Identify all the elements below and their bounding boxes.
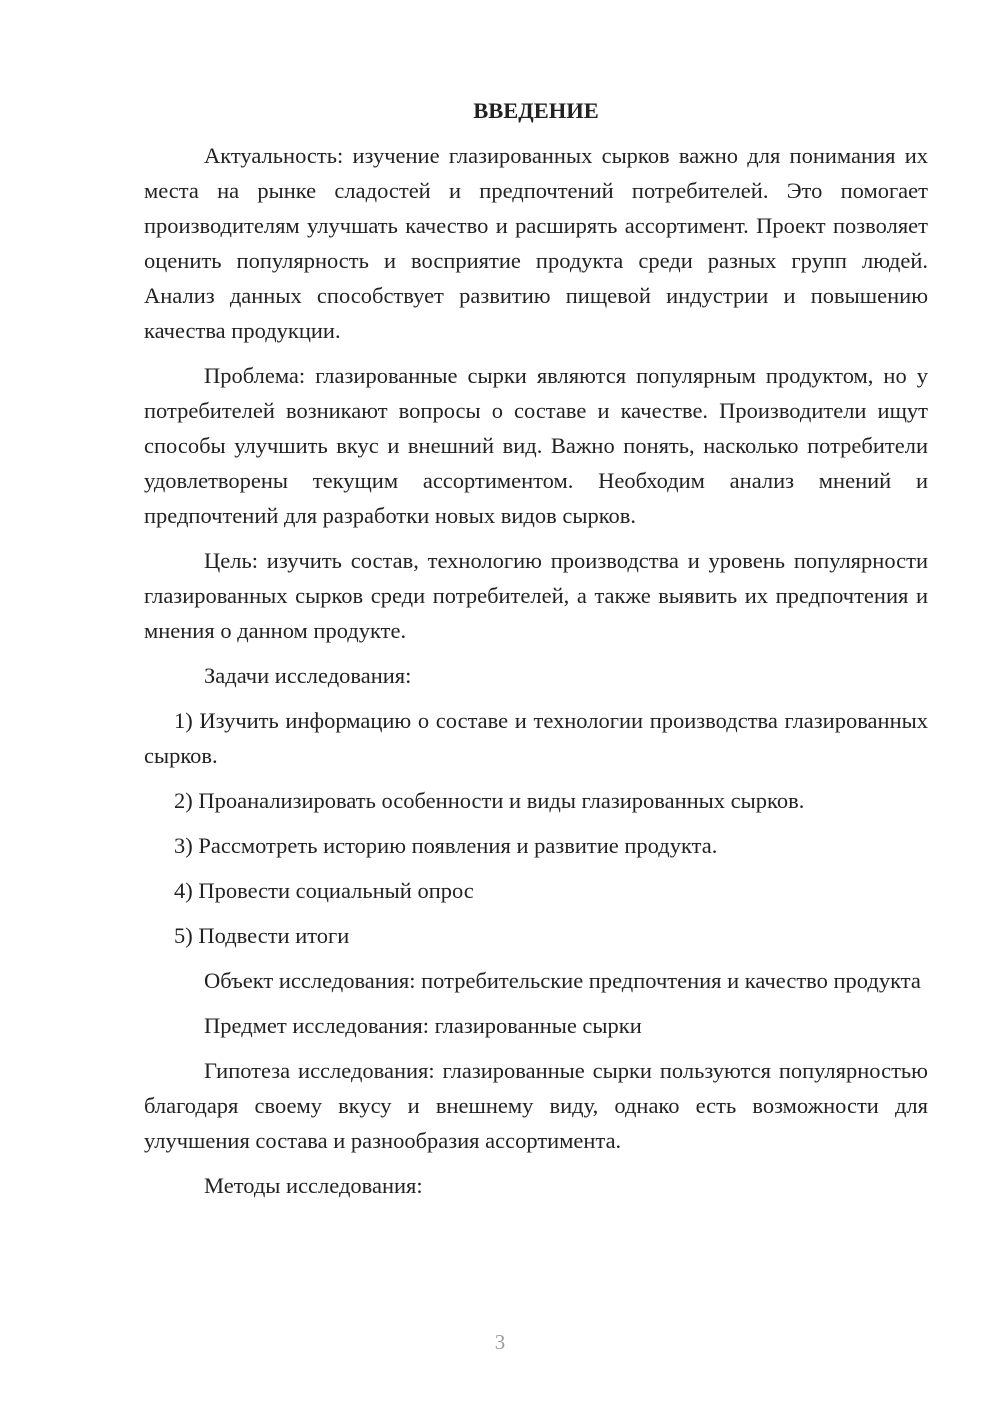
document-page (144, 92, 928, 1213)
paragraph-methods: Методы исследования: (204, 1173, 423, 1198)
paragraph-relevance: Актуальность: изучение глазированных сырков важно для понимания их места на рынке сладостей и предпочтений потребителей. Это помогает производителям улучшать качество и расширять ассортимент. Проект позволяет оценить популярность и восприятие продукта среди разных групп людей. Анализ данных способствует развитию пищевой индустрии и повышению качества продукции. (144, 143, 928, 343)
section-title: ВВЕДЕНИЕ (473, 98, 599, 123)
page-number: 3 (494, 1330, 506, 1354)
task-item: 1) Изучить информацию о составе и технологии производства глазированных сырков. (144, 708, 928, 768)
paragraph-object: Объект исследования: потребительские предпочтения и качество продукта (204, 968, 921, 993)
task-item: 2) Проанализировать особенности и виды глазированных сырков. (174, 788, 805, 813)
task-item: 3) Рассмотреть историю появления и развитие продукта. (174, 833, 718, 858)
paragraph-subject: Предмет исследования: глазированные сырки (204, 1013, 642, 1038)
paragraph-hypothesis: Гипотеза исследования: глазированные сырки пользуются популярностью благодаря своему вкусу и внешнему виду, однако есть возможности для улучшения состава и разнообразия ассортимента. (144, 1058, 928, 1153)
paragraph-problem: Проблема: глазированные сырки являются популярным продуктом, но у потребителей возникают вопросы о составе и качестве. Производители ищут способы улучшить вкус и внешний вид. Важно понять, насколько потребители удовлетворены текущим ассортиментом. Необходим анализ мнений и предпочтений для разработки новых видов сырков. (144, 363, 928, 528)
tasks-heading: Задачи исследования: (204, 663, 412, 688)
task-item: 4) Провести социальный опрос (174, 878, 474, 903)
tasks-list (144, 703, 928, 953)
paragraph-goal: Цель: изучить состав, технологию производства и уровень популярности глазированных сырков среди потребителей, а также выявить их предпочтения и мнения о данном продукте. (144, 548, 928, 643)
task-item: 5) Подвести итоги (174, 923, 350, 948)
